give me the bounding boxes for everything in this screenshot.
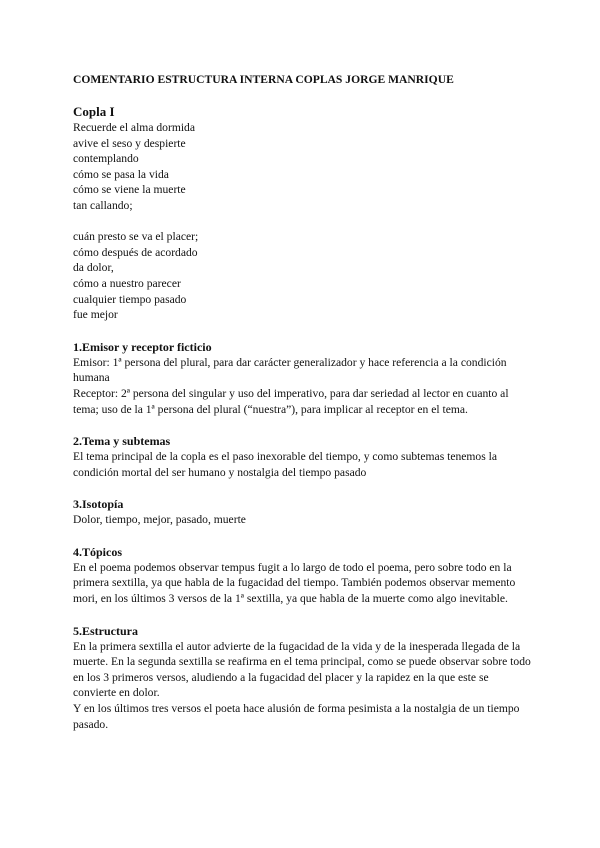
paragraph: Dolor, tiempo, mejor, pasado, muerte [73, 513, 246, 527]
verse: tan callando; [73, 198, 133, 212]
verse: cómo a nuestro parecer [73, 276, 181, 290]
section-heading: 1.Emisor y receptor ficticio [73, 339, 212, 354]
paragraph: Receptor: 2ª persona del singular y uso del imperativo, para dar seriedad al lector en cuanto al tema; uso de la 1ª persona del plural (“nuestra”), para implicar al receptor en el tema. [73, 386, 509, 416]
verse: Recuerde el alma dormida [73, 121, 196, 134]
verse: cómo se viene la muerte [73, 183, 186, 197]
section-estructura [73, 623, 533, 733]
verse: cómo se pasa la vida [73, 167, 169, 181]
section-heading: 3.Isotopía [73, 497, 124, 512]
paragraph: En el poema podemos observar tempus fugit a lo largo de todo el poema, pero sobre todo en la primera sextilla, ya que habla de la fugacidad del tiempo. También podemos observar memento mori, en los últimos 3 versos de la 1ª sextilla, ya que habla de la muerte como algo inevitable. [73, 560, 516, 606]
section-heading: 5.Estructura [73, 623, 138, 638]
verse: cualquier tiempo pasado [73, 292, 187, 306]
verse: avive el seso y despierte [73, 136, 186, 150]
paragraph: Emisor: 1ª persona del plural, para dar carácter generalizador y hace referencia a la condición humana [73, 355, 507, 385]
poem [73, 120, 533, 323]
section-isotopia [73, 496, 533, 528]
document-page [73, 72, 533, 748]
stanza [73, 120, 533, 214]
verse: da dolor, [73, 261, 114, 275]
paragraph: El tema principal de la copla es el paso inexorable del tiempo, y como subtemas tenemos la condición mortal del ser humano y nostalgia del tiempo pasado [73, 450, 498, 479]
copla-heading: Copla I [73, 104, 115, 119]
verse: cómo después de acordado [73, 245, 198, 259]
verse: fue mejor [73, 308, 118, 322]
section-emisor-receptor [73, 339, 533, 417]
document-title: COMENTARIO ESTRUCTURA INTERNA COPLAS JORGE MANRIQUE [73, 73, 454, 86]
verse: contemplando [73, 152, 139, 166]
paragraph: En la primera sextilla el autor advierte de la fugacidad de la vida y de la inesperada llegada de la muerte. En la segunda sextilla se reafirma en el tema principal, como se puede observar sobre todo en los 3 primeros versos, aludiendo a la fugacidad del placer y la rapidez en la que este se convierte en dolor. [73, 639, 531, 700]
paragraph: Y en los últimos tres versos el poeta hace alusión de forma pesimista a la nostalgia de un tiempo pasado. [73, 702, 520, 731]
verse: cuán presto se va el placer; [73, 230, 199, 244]
section-topicos [73, 544, 533, 607]
section-tema [73, 433, 533, 480]
section-heading: 4.Tópicos [73, 544, 123, 559]
section-heading: 2.Tema y subtemas [73, 434, 171, 449]
stanza [73, 229, 533, 323]
